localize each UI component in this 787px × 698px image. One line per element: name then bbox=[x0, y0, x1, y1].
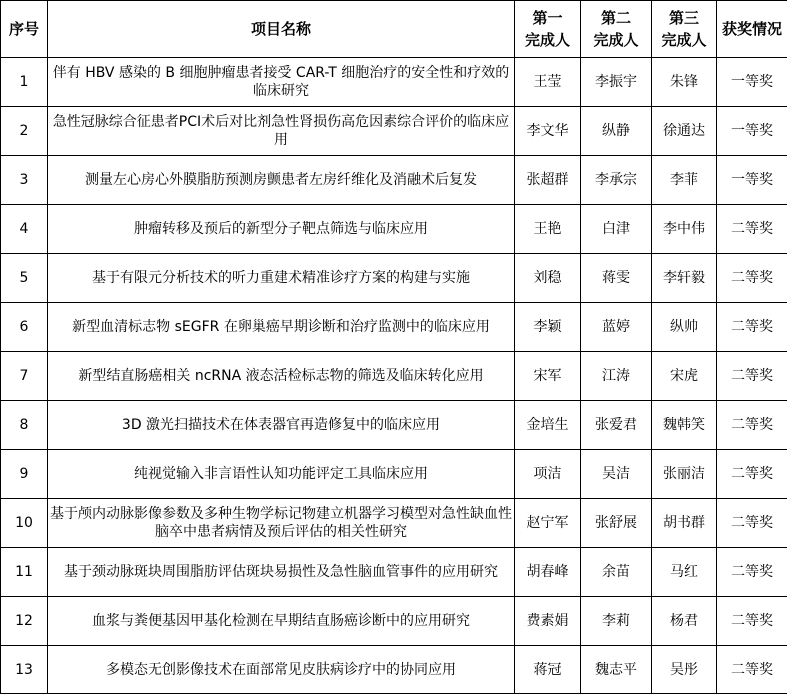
award-cell: 二等奖 bbox=[717, 597, 787, 646]
row-index-cell: 4 bbox=[1, 205, 48, 254]
award-cell: 一等奖 bbox=[717, 58, 787, 107]
second-contributor-cell: 蒋雯 bbox=[581, 254, 652, 303]
first-contributor-cell: 项洁 bbox=[515, 450, 581, 499]
second-contributor-cell: 张爱君 bbox=[581, 401, 652, 450]
second-contributor-cell: 吴洁 bbox=[581, 450, 652, 499]
row-index-cell: 12 bbox=[1, 597, 48, 646]
third-contributor-cell: 宋虎 bbox=[652, 352, 717, 401]
first-contributor-cell: 王莹 bbox=[515, 58, 581, 107]
second-contributor-cell: 李莉 bbox=[581, 597, 652, 646]
row-index-cell: 2 bbox=[1, 107, 48, 156]
third-contributor-cell: 纵帅 bbox=[652, 303, 717, 352]
table-row bbox=[1, 303, 787, 352]
table-body bbox=[1, 58, 787, 694]
third-contributor-cell: 徐通达 bbox=[652, 107, 717, 156]
award-cell: 二等奖 bbox=[717, 646, 787, 694]
table-row bbox=[1, 548, 787, 597]
third-contributor-cell: 朱锋 bbox=[652, 58, 717, 107]
row-index-cell: 3 bbox=[1, 156, 48, 205]
row-index-cell: 1 bbox=[1, 58, 48, 107]
second-contributor-cell: 魏志平 bbox=[581, 646, 652, 694]
row-index-cell: 10 bbox=[1, 499, 48, 548]
award-cell: 二等奖 bbox=[717, 352, 787, 401]
second-contributor-cell: 张舒展 bbox=[581, 499, 652, 548]
award-cell: 二等奖 bbox=[717, 548, 787, 597]
third-contributor-cell: 马红 bbox=[652, 548, 717, 597]
first-contributor-cell: 费素娟 bbox=[515, 597, 581, 646]
award-cell: 二等奖 bbox=[717, 303, 787, 352]
row-index-cell: 6 bbox=[1, 303, 48, 352]
row-index-cell: 7 bbox=[1, 352, 48, 401]
second-contributor-cell: 江涛 bbox=[581, 352, 652, 401]
first-contributor-cell: 宋军 bbox=[515, 352, 581, 401]
award-cell: 二等奖 bbox=[717, 205, 787, 254]
table-row bbox=[1, 597, 787, 646]
table-row bbox=[1, 156, 787, 205]
first-contributor-cell: 金培生 bbox=[515, 401, 581, 450]
first-contributor-cell: 王艳 bbox=[515, 205, 581, 254]
header-first-contributor bbox=[515, 1, 581, 58]
second-contributor-cell: 纵静 bbox=[581, 107, 652, 156]
first-contributor-cell: 蒋冠 bbox=[515, 646, 581, 694]
header-second-contributor bbox=[581, 1, 652, 58]
project-name-cell: 血浆与粪便基因甲基化检测在早期结直肠癌诊断中的应用研究 bbox=[48, 597, 515, 646]
header-third-line1: 第三 bbox=[668, 9, 699, 27]
first-contributor-cell: 李颖 bbox=[515, 303, 581, 352]
second-contributor-cell: 李振宇 bbox=[581, 58, 652, 107]
third-contributor-cell: 张丽洁 bbox=[652, 450, 717, 499]
third-contributor-cell: 杨君 bbox=[652, 597, 717, 646]
first-contributor-cell: 赵宁军 bbox=[515, 499, 581, 548]
header-row bbox=[1, 1, 787, 58]
row-index-cell: 13 bbox=[1, 646, 48, 694]
row-index-cell: 8 bbox=[1, 401, 48, 450]
award-cell: 一等奖 bbox=[717, 156, 787, 205]
header-award: 获奖情况 bbox=[717, 1, 787, 58]
project-name-cell: 伴有 HBV 感染的 B 细胞肿瘤患者接受 CAR-T 细胞治疗的安全性和疗效的临床研究 bbox=[48, 58, 515, 107]
award-cell: 二等奖 bbox=[717, 401, 787, 450]
header-first-line2: 完成人 bbox=[524, 31, 570, 49]
award-cell: 一等奖 bbox=[717, 107, 787, 156]
third-contributor-cell: 魏韩笑 bbox=[652, 401, 717, 450]
second-contributor-cell: 李承宗 bbox=[581, 156, 652, 205]
row-index-cell: 11 bbox=[1, 548, 48, 597]
table-row bbox=[1, 107, 787, 156]
second-contributor-cell: 白津 bbox=[581, 205, 652, 254]
first-contributor-cell: 张超群 bbox=[515, 156, 581, 205]
project-name-cell: 新型结直肠癌相关 ncRNA 液态活检标志物的筛选及临床转化应用 bbox=[48, 352, 515, 401]
table-row bbox=[1, 58, 787, 107]
row-index-cell: 5 bbox=[1, 254, 48, 303]
third-contributor-cell: 李轩毅 bbox=[652, 254, 717, 303]
first-contributor-cell: 李文华 bbox=[515, 107, 581, 156]
header-index: 序号 bbox=[1, 1, 48, 58]
third-contributor-cell: 吴彤 bbox=[652, 646, 717, 694]
project-name-cell: 多模态无创影像技术在面部常见皮肤病诊疗中的协同应用 bbox=[48, 646, 515, 694]
table-row bbox=[1, 401, 787, 450]
award-cell: 二等奖 bbox=[717, 499, 787, 548]
row-index-cell: 9 bbox=[1, 450, 48, 499]
third-contributor-cell: 胡书群 bbox=[652, 499, 717, 548]
project-name-cell: 基于有限元分析技术的听力重建术精准诊疗方案的构建与实施 bbox=[48, 254, 515, 303]
project-name-cell: 测量左心房心外膜脂肪预测房颤患者左房纤维化及消融术后复发 bbox=[48, 156, 515, 205]
project-name-cell: 3D 激光扫描技术在体表器官再造修复中的临床应用 bbox=[48, 401, 515, 450]
first-contributor-cell: 刘稳 bbox=[515, 254, 581, 303]
header-second-line1: 第二 bbox=[600, 9, 631, 27]
table-row bbox=[1, 450, 787, 499]
header-third-line2: 完成人 bbox=[661, 31, 707, 49]
header-second-line2: 完成人 bbox=[593, 31, 639, 49]
third-contributor-cell: 李中伟 bbox=[652, 205, 717, 254]
project-name-cell: 新型血清标志物 sEGFR 在卵巢癌早期诊断和治疗监测中的临床应用 bbox=[48, 303, 515, 352]
table-row bbox=[1, 499, 787, 548]
award-cell: 二等奖 bbox=[717, 254, 787, 303]
table-row bbox=[1, 352, 787, 401]
second-contributor-cell: 蓝婷 bbox=[581, 303, 652, 352]
third-contributor-cell: 李菲 bbox=[652, 156, 717, 205]
project-name-cell: 基于颅内动脉影像参数及多种生物学标记物建立机器学习模型对急性缺血性脑卒中患者病情及预后评估的相关性研究 bbox=[48, 499, 515, 548]
award-cell: 二等奖 bbox=[717, 450, 787, 499]
second-contributor-cell: 余苗 bbox=[581, 548, 652, 597]
header-project-name: 项目名称 bbox=[48, 1, 515, 58]
header-first-line1: 第一 bbox=[532, 9, 563, 27]
first-contributor-cell: 胡春峰 bbox=[515, 548, 581, 597]
table-row bbox=[1, 205, 787, 254]
project-name-cell: 基于颈动脉斑块周围脂肪评估斑块易损性及急性脑血管事件的应用研究 bbox=[48, 548, 515, 597]
project-name-cell: 纯视觉输入非言语性认知功能评定工具临床应用 bbox=[48, 450, 515, 499]
project-name-cell: 肿瘤转移及预后的新型分子靶点筛选与临床应用 bbox=[48, 205, 515, 254]
table-row bbox=[1, 646, 787, 694]
project-name-cell: 急性冠脉综合征患者PCI术后对比剂急性肾损伤高危因素综合评价的临床应用 bbox=[48, 107, 515, 156]
table-row bbox=[1, 254, 787, 303]
header-third-contributor bbox=[652, 1, 717, 58]
